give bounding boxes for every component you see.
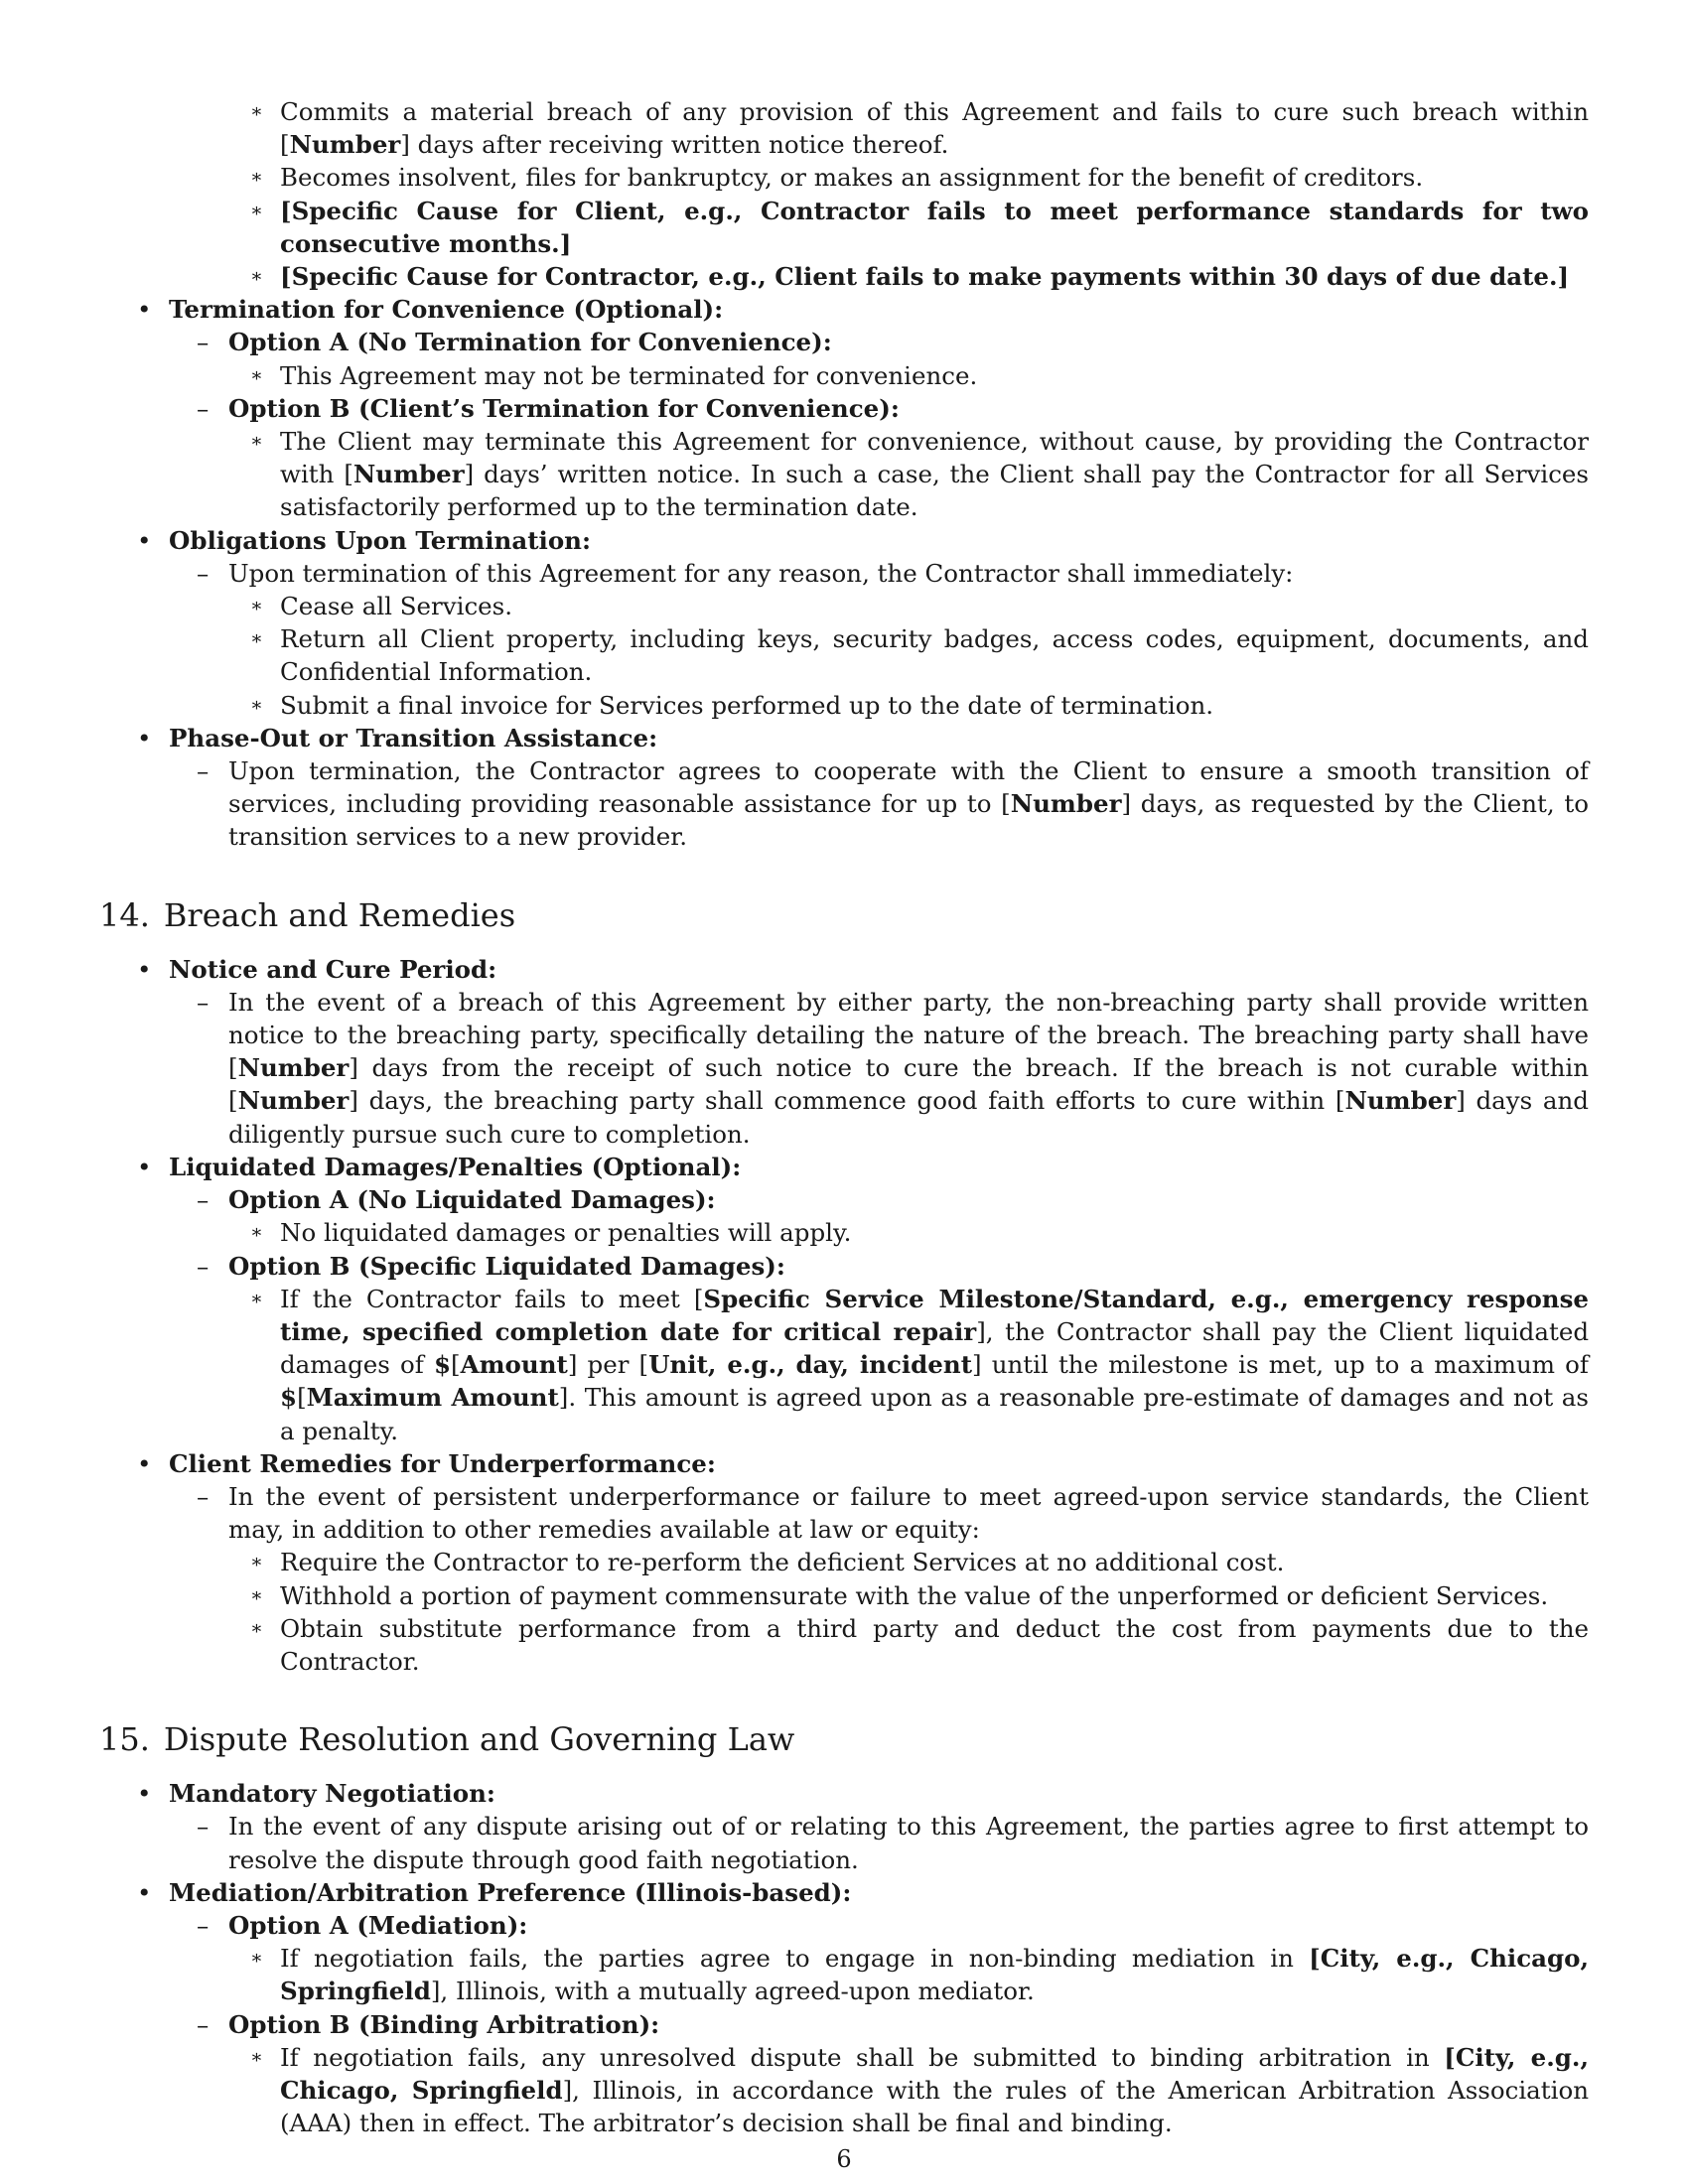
clause-heading: • Mandatory Negotiation: (137, 1779, 495, 1809)
clause-text: – In the event of any dispute arising out of or relating to this Agreement, the parties agree to first attempt to resolve the dispute through good faith negotiation. (197, 1812, 1589, 1874)
clause-heading: • Phase-Out or Transition Assistance: (137, 723, 658, 752)
clause-heading: • Client Remedies for Underperformance: (137, 1448, 716, 1478)
clause-text: – Upon termination, the Contractor agrees to cooperate with the Client to ensure a smooth transition of services, including providing reasonable assistance for up to [Number] days, as requested by the Client, to transition services to a new provider. (197, 756, 1589, 852)
list-item: ∗ Return all Client property, including keys, security badges, access codes, equipment, documents, and Confidential Information. (250, 624, 1589, 687)
list-item: ∗ [Specific Cause for Client, e.g., Contractor fails to meet performance standards for two consecutive months.] (250, 196, 1589, 258)
option-heading: – Option A (No Termination for Convenience): (197, 328, 832, 357)
section-14-list (99, 953, 1589, 1678)
list-item: ∗ Withhold a portion of payment commensurate with the value of the unperformed or deficient Services. (250, 1580, 1549, 1610)
clause-heading: • Obligations Upon Termination: (137, 525, 592, 555)
list-item: ∗ If negotiation fails, the parties agree to engage in non-binding mediation in [City, e.g., Chicago, Springfield], Illinois, with a mutually agreed-upon mediator. (250, 1944, 1589, 2006)
list-item: ∗ Submit a final invoice for Services performed up to the date of termination. (250, 690, 1214, 720)
list-item: ∗ [Specific Cause for Contractor, e.g., Client fails to make payments within 30 days of due date.] (250, 262, 1570, 292)
option-heading: – Option B (Client’s Termination for Convenience): (197, 393, 900, 423)
option-heading: – Option B (Binding Arbitration): (197, 2009, 660, 2039)
option-heading: – Option A (No Liquidated Damages): (197, 1185, 716, 1215)
option-heading: – Option B (Specific Liquidated Damages): (197, 1251, 785, 1281)
list-item: ∗ If negotiation fails, any unresolved dispute shall be submitted to binding arbitration in [City, e.g., Chicago, Springfield], Illinois, in accordance with the rules of the American Arbitration Association (AAA) then in effect. The arbitrator’s decision shall be final and binding. (250, 2042, 1590, 2138)
clause-heading: • Termination for Convenience (Optional): (137, 295, 724, 325)
option-heading: – Option A (Mediation): (197, 1910, 528, 1940)
clause-heading: • Notice and Cure Period: (137, 954, 497, 984)
document-page (99, 95, 1589, 2139)
clause-heading: • Mediation/Arbitration Preference (Illinois-based): (137, 1877, 852, 1907)
section-15-title: 15. Dispute Resolution and Governing Law (99, 1720, 795, 1759)
section-15-list (99, 1777, 1589, 2139)
clause-heading: • Liquidated Damages/Penalties (Optional): (137, 1152, 742, 1181)
termination-cause-list (99, 95, 1589, 293)
list-item: ∗ No liquidated damages or penalties will apply. (250, 1218, 852, 1248)
clause-text: – Upon termination of this Agreement for any reason, the Contractor shall immediately: (197, 558, 1294, 588)
list-item: ∗ Commits a material breach of any provision of this Agreement and fails to cure such breach within [Number] days after receiving written notice thereof. (250, 97, 1589, 160)
clause-text: – In the event of persistent underperformance or failure to meet agreed-upon service standards, the Client may, in addition to other remedies available at law or equity: (197, 1481, 1589, 1545)
page-number: 6 (836, 2145, 852, 2173)
list-item: ∗ Cease all Services. (250, 592, 513, 621)
clause-text: – In the event of a breach of this Agreement by either party, the non-breaching party shall provide written notice to the breaching party, specifically detailing the nature of the breach. The breaching party shall have [Number] days from the receipt of such notice to cure the breach. If the breach is not curable within [Number] days, the breaching party shall commence good faith efforts to cure within [Number] days and diligently pursue such cure to completion. (197, 987, 1589, 1149)
termination-subsections (99, 293, 1589, 853)
list-item: ∗ The Client may terminate this Agreement for convenience, without cause, by providing the Contractor with [Number] days’ written notice. In such a case, the Client shall pay the Contractor for all Services satisfactorily performed up to the termination date. (250, 427, 1590, 522)
list-item: ∗ This Agreement may not be terminated for convenience. (250, 360, 978, 390)
list-item: ∗ Becomes insolvent, files for bankruptcy, or makes an assignment for the benefit of creditors. (250, 163, 1424, 193)
list-item: ∗ Require the Contractor to re-perform the deficient Services at no additional cost. (250, 1548, 1285, 1577)
list-item: ∗ Obtain substitute performance from a third party and deduct the cost from payments due to the Contractor. (250, 1613, 1589, 1676)
section-14-title: 14. Breach and Remedies (99, 895, 516, 934)
list-item: ∗ If the Contractor fails to meet [Specific Service Milestone/Standard, e.g., emergency response time, specified completion date for critical repair], the Contractor shall pay the Client liquidated damages of $[Amount] per [Unit, e.g., day, incident] until the milestone is met, up to a maximum of $[Maximum Amount]. This amount is agreed upon as a reasonable pre-estimate of damages and not as a penalty. (250, 1284, 1589, 1445)
